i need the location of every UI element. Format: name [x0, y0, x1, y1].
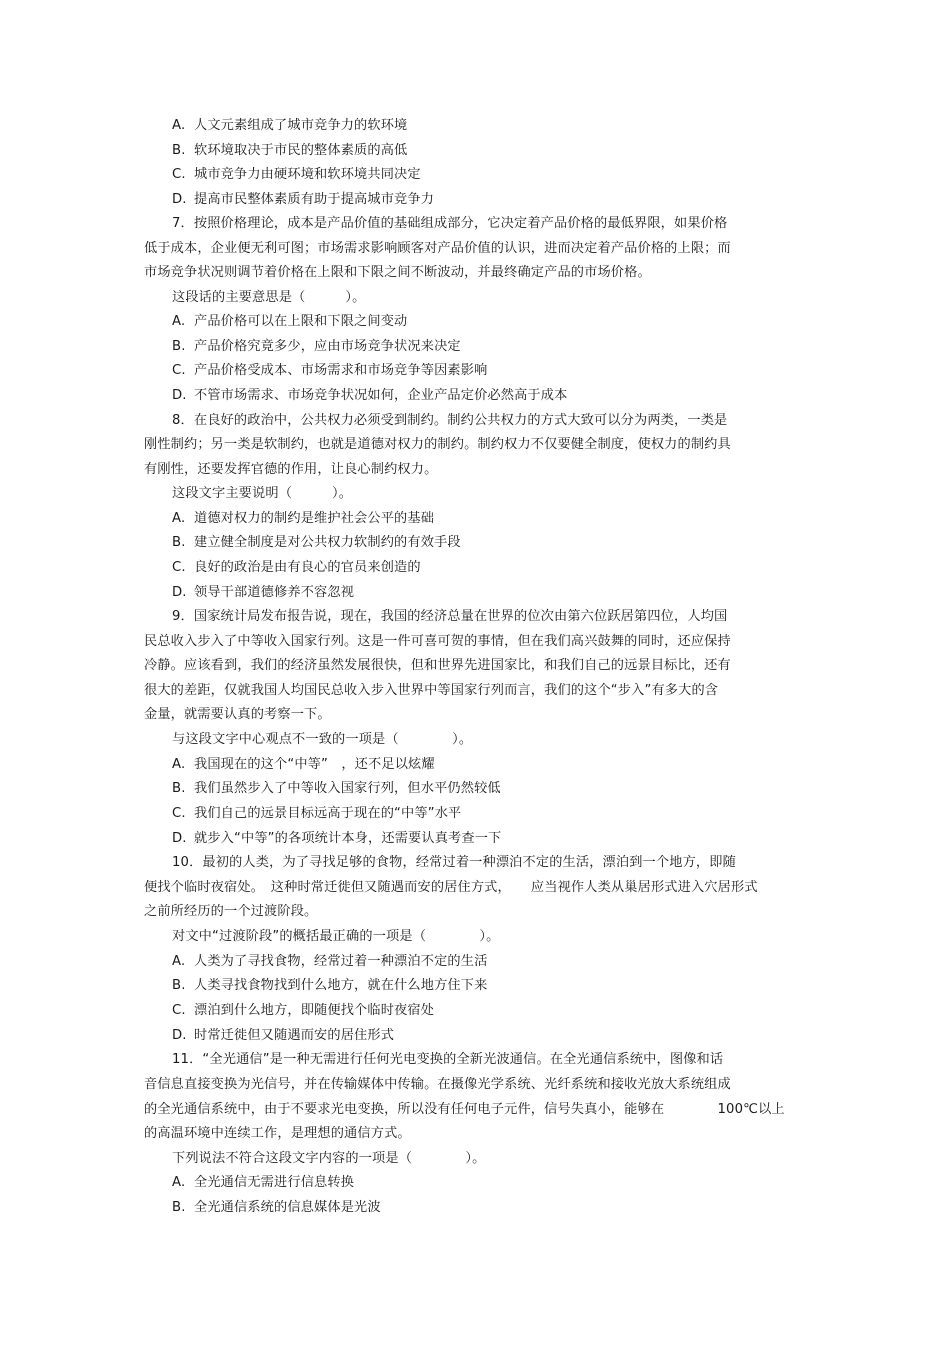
option-text: 领导干部道德修养不容忽视 — [194, 585, 355, 600]
q8-option-b — [172, 533, 461, 553]
q9-option-a — [172, 755, 435, 775]
option-letter: D. — [172, 192, 187, 207]
option-text: 产品价格受成本、市场需求和市场竞争等因素影响 — [194, 363, 488, 378]
option-text: 我们自己的远景目标远高于现在的“中等”水平 — [194, 806, 462, 821]
q7-passage-line: 市场竞争状况则调节着价格在上限和下限之间不断波动，并最终确定产品的市场价格。 — [144, 265, 651, 280]
q6-option-d — [172, 190, 434, 210]
option-letter: B. — [172, 339, 186, 354]
q8-passage-line: 8．在良好的政治中，公共权力必须受到制约。制约公共权力的方式大致可以分为两类，一类是 — [172, 413, 728, 428]
q6-option-a — [172, 116, 407, 136]
option-letter: A. — [172, 1175, 186, 1190]
q9-option-d — [172, 829, 501, 849]
q7-option-d — [172, 386, 567, 406]
option-letter: D. — [172, 831, 187, 846]
q9-passage-line: 9．国家统计局发布报告说，现在，我国的经济总量在世界的位次由第六位跃居第四位，人均国 — [172, 609, 728, 624]
option-text: 就步入“中等”的各项统计本身，还需要认真考查一下 — [194, 831, 502, 846]
q9-passage-line: 金量，就需要认真的考察一下。 — [144, 707, 331, 722]
q7-option-b — [172, 337, 461, 357]
q8-option-d — [172, 583, 354, 603]
option-letter: B. — [172, 1200, 186, 1215]
q6-option-b — [172, 141, 407, 161]
option-letter: C. — [172, 1003, 186, 1018]
q9-option-b — [172, 779, 501, 799]
option-letter: D. — [172, 1028, 187, 1043]
q9-passage-line: 很大的差距，仅就我国人均国民总收入步入世界中等国家行列而言，我们的这个“步入”有多大的含 — [144, 683, 719, 698]
option-letter: A. — [172, 511, 186, 526]
option-text: 时常迁徙但又随遇而安的居住形式 — [194, 1028, 395, 1043]
q9-passage-line: 冷静。应该看到，我们的经济虽然发展很快，但和世界先进国家比，和我们自己的远景目标比，还有 — [144, 658, 731, 673]
option-letter: C. — [172, 806, 186, 821]
q7-question: 这段话的主要意思是（ ）。 — [172, 290, 366, 305]
q8-passage-line: 有刚性，还要发挥官德的作用，让良心制约权力。 — [144, 462, 438, 477]
q9-question: 与这段文字中心观点不一致的一项是（ ）。 — [172, 732, 473, 747]
option-text: 提高市民整体素质有助于提高城市竞争力 — [194, 192, 435, 207]
q11-passage-line: 音信息直接变换为光信号，并在传输媒体中传输。在摄像光学系统、光纤系统和接收光放大系统组成 — [144, 1077, 731, 1092]
q10-option-b — [172, 976, 487, 996]
q9-passage-line: 民总收入步入了中等收入国家行列。这是一件可喜可贺的事情，但在我们高兴鼓舞的同时，还应保持 — [144, 634, 731, 649]
option-letter: C. — [172, 560, 186, 575]
option-letter: A. — [172, 118, 186, 133]
q10-option-c — [172, 1001, 434, 1021]
option-text: 不管市场需求、市场竞争状况如何，企业产品定价必然高于成本 — [194, 388, 568, 403]
q7-passage-line: 7．按照价格理论，成本是产品价值的基础组成部分，它决定着产品价格的最低界限，如果价格 — [172, 216, 728, 231]
option-text: 良好的政治是由有良心的官员来创造的 — [194, 560, 421, 575]
option-letter: A. — [172, 757, 186, 772]
q7-option-c — [172, 361, 487, 381]
q8-passage-line: 刚性制约；另一类是软制约，也就是道德对权力的制约。制约权力不仅要健全制度，使权力的制约具 — [144, 437, 731, 452]
option-letter: A. — [172, 954, 186, 969]
option-text: 软环境取决于市民的整体素质的高低 — [194, 143, 408, 158]
q10-option-a — [172, 952, 487, 972]
q8-option-a — [172, 509, 434, 529]
q8-question: 这段文字主要说明（ ）。 — [172, 486, 353, 501]
q6-option-c — [172, 165, 421, 185]
q8-option-c — [172, 558, 421, 578]
option-letter: A. — [172, 314, 186, 329]
option-text: 产品价格究竟多少，应由市场竞争状况来决定 — [194, 339, 461, 354]
option-text: 漂泊到什么地方，即随便找个临时夜宿处 — [194, 1003, 435, 1018]
option-text: 道德对权力的制约是维护社会公平的基础 — [194, 511, 435, 526]
option-letter: C. — [172, 167, 186, 182]
q11-passage-line: 的全光通信系统中，由于不要求光电变换，所以没有任何电子元件，信号失真小，能够在 100℃以上 — [144, 1102, 785, 1117]
q10-passage-line: 10．最初的人类，为了寻找足够的食物，经常过着一种漂泊不定的生活，漂泊到一个地方，即随 — [172, 855, 736, 870]
option-letter: C. — [172, 363, 186, 378]
option-letter: B. — [172, 781, 186, 796]
q11-passage-line: 的高温环境中连续工作，是理想的通信方式。 — [144, 1126, 411, 1141]
option-letter: B. — [172, 143, 186, 158]
option-text: 人类为了寻找食物，经常过着一种漂泊不定的生活 — [194, 954, 488, 969]
option-text: 全光通信无需进行信息转换 — [194, 1175, 355, 1190]
q11-option-a — [172, 1173, 354, 1193]
q9-option-c — [172, 804, 461, 824]
q7-option-a — [172, 312, 407, 332]
option-text: 全光通信系统的信息媒体是光波 — [194, 1200, 381, 1215]
option-text: 人文元素组成了城市竞争力的软环境 — [194, 118, 408, 133]
q11-passage-line: 11．“全光通信”是一种无需进行任何光电变换的全新光波通信。在全光通信系统中，图像和话 — [172, 1052, 724, 1067]
q10-question: 对文中“过渡阶段”的概括最正确的一项是（ ）。 — [172, 929, 500, 944]
option-letter: B. — [172, 535, 186, 550]
option-text: 城市竞争力由硬环境和软环境共同决定 — [194, 167, 421, 182]
option-text: 产品价格可以在上限和下限之间变动 — [194, 314, 408, 329]
q10-option-d — [172, 1026, 394, 1046]
q11-question: 下列说法不符合这段文字内容的一项是（ ）。 — [172, 1151, 486, 1166]
option-text: 我国现在的这个“中等” ，还不足以炫耀 — [194, 757, 435, 772]
option-letter: D. — [172, 388, 187, 403]
option-text: 我们虽然步入了中等收入国家行列，但水平仍然较低 — [194, 781, 501, 796]
option-text: 建立健全制度是对公共权力软制约的有效手段 — [194, 535, 461, 550]
q10-passage-line: 便找个临时夜宿处。 这种时常迁徙但又随遇而安的居住方式， 应当视作人类从巢居形式进入穴居形式 — [144, 880, 758, 895]
option-letter: B. — [172, 978, 186, 993]
q7-passage-line: 低于成本，企业便无利可图；市场需求影响顾客对产品价值的认识，进而决定着产品价格的上限；而 — [144, 241, 731, 256]
q10-passage-line: 之前所经历的一个过渡阶段。 — [144, 904, 318, 919]
option-text: 人类寻找食物找到什么地方，就在什么地方住下来 — [194, 978, 488, 993]
option-letter: D. — [172, 585, 187, 600]
q11-option-b — [172, 1198, 381, 1218]
